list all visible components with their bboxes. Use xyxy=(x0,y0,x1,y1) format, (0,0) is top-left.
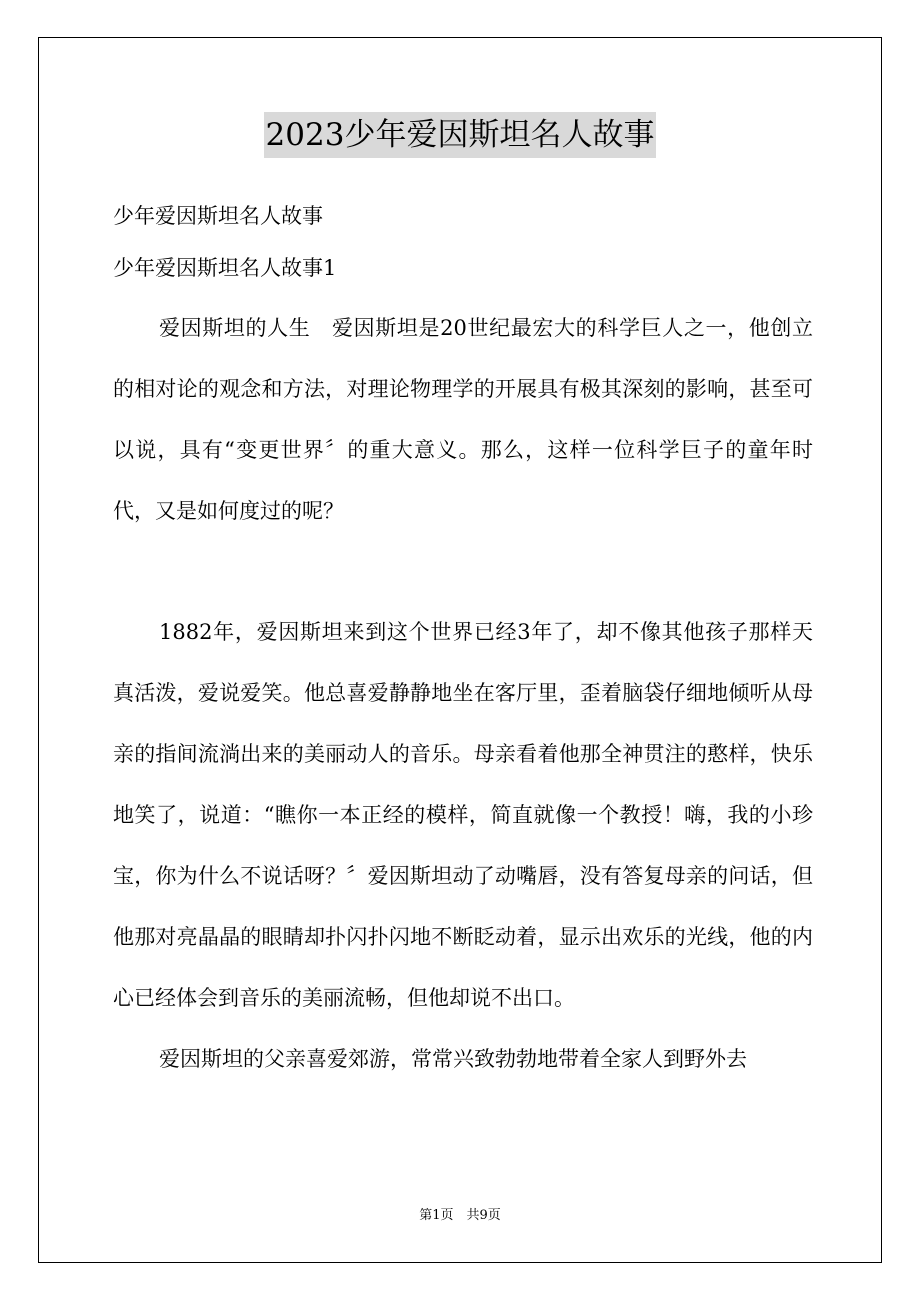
subtitle-numbered-line: 少年爱因斯坦名人故事1 xyxy=(113,256,337,280)
page-footer xyxy=(0,1207,920,1225)
paragraph-father: 爱因斯坦的父亲喜爱郊游，常常兴致勃勃地带着全家人到野外去 xyxy=(159,1047,747,1071)
paragraph-childhood: 1882年，爱因斯坦来到这个世界已经3年了，却不像其他孩子那样天真活泼，爱说爱笑。他总喜爱静静地坐在客厅里，歪着脑袋仔细地倾听从母亲的指间流淌出来的美丽动人的音乐。母亲看着他那全神贯注的憨样，快乐地笑了，说道：“瞧你一本正经的模样，简直就像一个教授！嗨，我的小珍宝，你为什么不说话呀？〞爱因斯坦动了动嘴唇，没有答复母亲的问话，但他那对亮晶晶的眼睛却扑闪扑闪地不断眨动着，显示出欢乐的光线，他的内心已经体会到音乐的美丽流畅，但他却说不出口。 xyxy=(113,620,813,1010)
page-number-label: 第1页 共9页 xyxy=(419,1208,501,1223)
paragraph-intro: 爱因斯坦的人生 爱因斯坦是20世纪最宏大的科学巨人之一，他创立的相对论的观念和方法，对理论物理学的开展具有极其深刻的影响，甚至可以说，具有“变更世界〞的重大意义。那么，这样一位科学巨子的童年时代，又是如何度过的呢？ xyxy=(113,316,813,523)
subtitle-line: 少年爱因斯坦名人故事 xyxy=(113,204,323,228)
document-body xyxy=(113,194,813,1090)
document-title: 2023少年爱因斯坦名人故事 xyxy=(264,112,657,158)
document-title-container xyxy=(0,112,920,158)
